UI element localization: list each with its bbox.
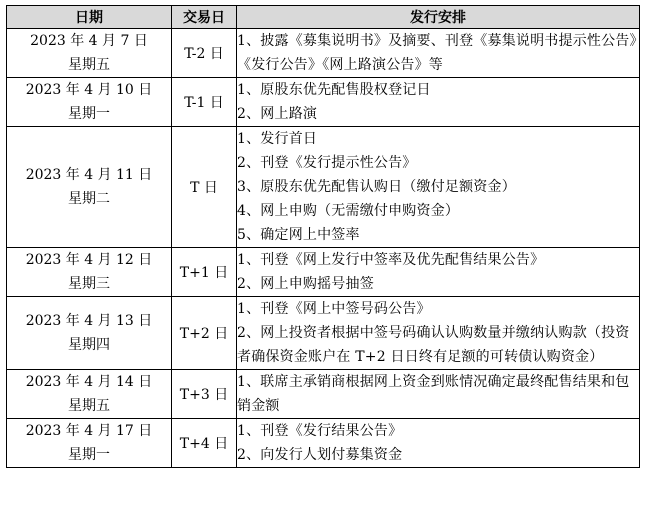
arrangement-item: 2、刊登《发行提示性公告》: [237, 155, 417, 171]
schedule-table-container: [6, 5, 639, 468]
arrangement-item: 1、刊登《网上发行中签率及优先配售结果公告》: [237, 252, 545, 268]
header-trading-day: 交易日: [172, 6, 237, 29]
arrangement-cell: [237, 248, 640, 297]
weekday-text: 星期二: [68, 191, 110, 207]
date-text: 2023 年 4 月 7 日: [30, 33, 148, 49]
date-text: 2023 年 4 月 17 日: [25, 423, 153, 439]
date-cell: [7, 297, 172, 370]
date-cell: [7, 127, 172, 248]
arrangement-item: 2、向发行人划付募集资金: [237, 447, 403, 463]
arrangement-item: 2、网上路演: [237, 106, 318, 122]
arrangement-item: 4、网上申购（无需缴付申购资金）: [237, 203, 460, 219]
weekday-text: 星期五: [68, 398, 110, 414]
arrangement-cell: [237, 78, 640, 127]
table-row: [7, 370, 640, 419]
date-text: 2023 年 4 月 11 日: [25, 167, 153, 183]
table-row: [7, 78, 640, 127]
arrangement-item: 5、确定网上中签率: [237, 227, 360, 243]
date-cell: [7, 248, 172, 297]
date-text: 2023 年 4 月 10 日: [25, 82, 153, 98]
trading-day-cell: T+3 日: [172, 370, 237, 419]
arrangement-item: 1、原股东优先配售股权登记日: [237, 82, 431, 98]
table-row: [7, 127, 640, 248]
trading-day-cell: T 日: [172, 127, 237, 248]
arrangement-item: 2、网上投资者根据中签号码确认认购数量并缴纳认购款（投资者确保资金账户在 T+2 日日终有足额的可转债认购资金）: [237, 325, 630, 365]
trading-day-cell: T-1 日: [172, 78, 237, 127]
table-row: [7, 297, 640, 370]
arrangement-cell: [237, 419, 640, 468]
date-text: 2023 年 4 月 12 日: [25, 252, 153, 268]
table-row: [7, 419, 640, 468]
date-cell: [7, 370, 172, 419]
arrangement-item: 2、网上申购摇号抽签: [237, 276, 374, 292]
header-date: 日期: [7, 6, 172, 29]
date-cell: [7, 419, 172, 468]
weekday-text: 星期五: [68, 57, 110, 73]
arrangement-item: 3、原股东优先配售认购日（缴付足额资金）: [237, 179, 516, 195]
table-row: [7, 248, 640, 297]
weekday-text: 星期一: [68, 447, 110, 463]
trading-day-cell: T-2 日: [172, 29, 237, 78]
arrangement-cell: [237, 127, 640, 248]
arrangement-item: 1、联席主承销商根据网上资金到账情况确定最终配售结果和包销金额: [237, 374, 630, 414]
weekday-text: 星期三: [68, 276, 110, 292]
arrangement-item: 1、刊登《网上中签号码公告》: [237, 301, 431, 317]
trading-day-cell: T+1 日: [172, 248, 237, 297]
date-text: 2023 年 4 月 13 日: [25, 313, 153, 329]
date-cell: [7, 29, 172, 78]
date-cell: [7, 78, 172, 127]
arrangement-cell: [237, 297, 640, 370]
issuance-schedule-table: [6, 5, 640, 468]
arrangement-item: 1、披露《募集说明书》及摘要、刊登《募集说明书提示性公告》《发行公告》《网上路演公告》等: [237, 33, 637, 73]
date-text: 2023 年 4 月 14 日: [25, 374, 153, 390]
arrangement-cell: [237, 29, 640, 78]
weekday-text: 星期一: [68, 106, 110, 122]
weekday-text: 星期四: [68, 337, 110, 353]
trading-day-cell: T+2 日: [172, 297, 237, 370]
arrangement-cell: [237, 370, 640, 419]
arrangement-item: 1、发行首日: [237, 131, 318, 147]
arrangement-item: 1、刊登《发行结果公告》: [237, 423, 403, 439]
table-header-row: [7, 6, 640, 29]
header-arrangement: 发行安排: [237, 6, 640, 29]
trading-day-cell: T+4 日: [172, 419, 237, 468]
table-row: [7, 29, 640, 78]
